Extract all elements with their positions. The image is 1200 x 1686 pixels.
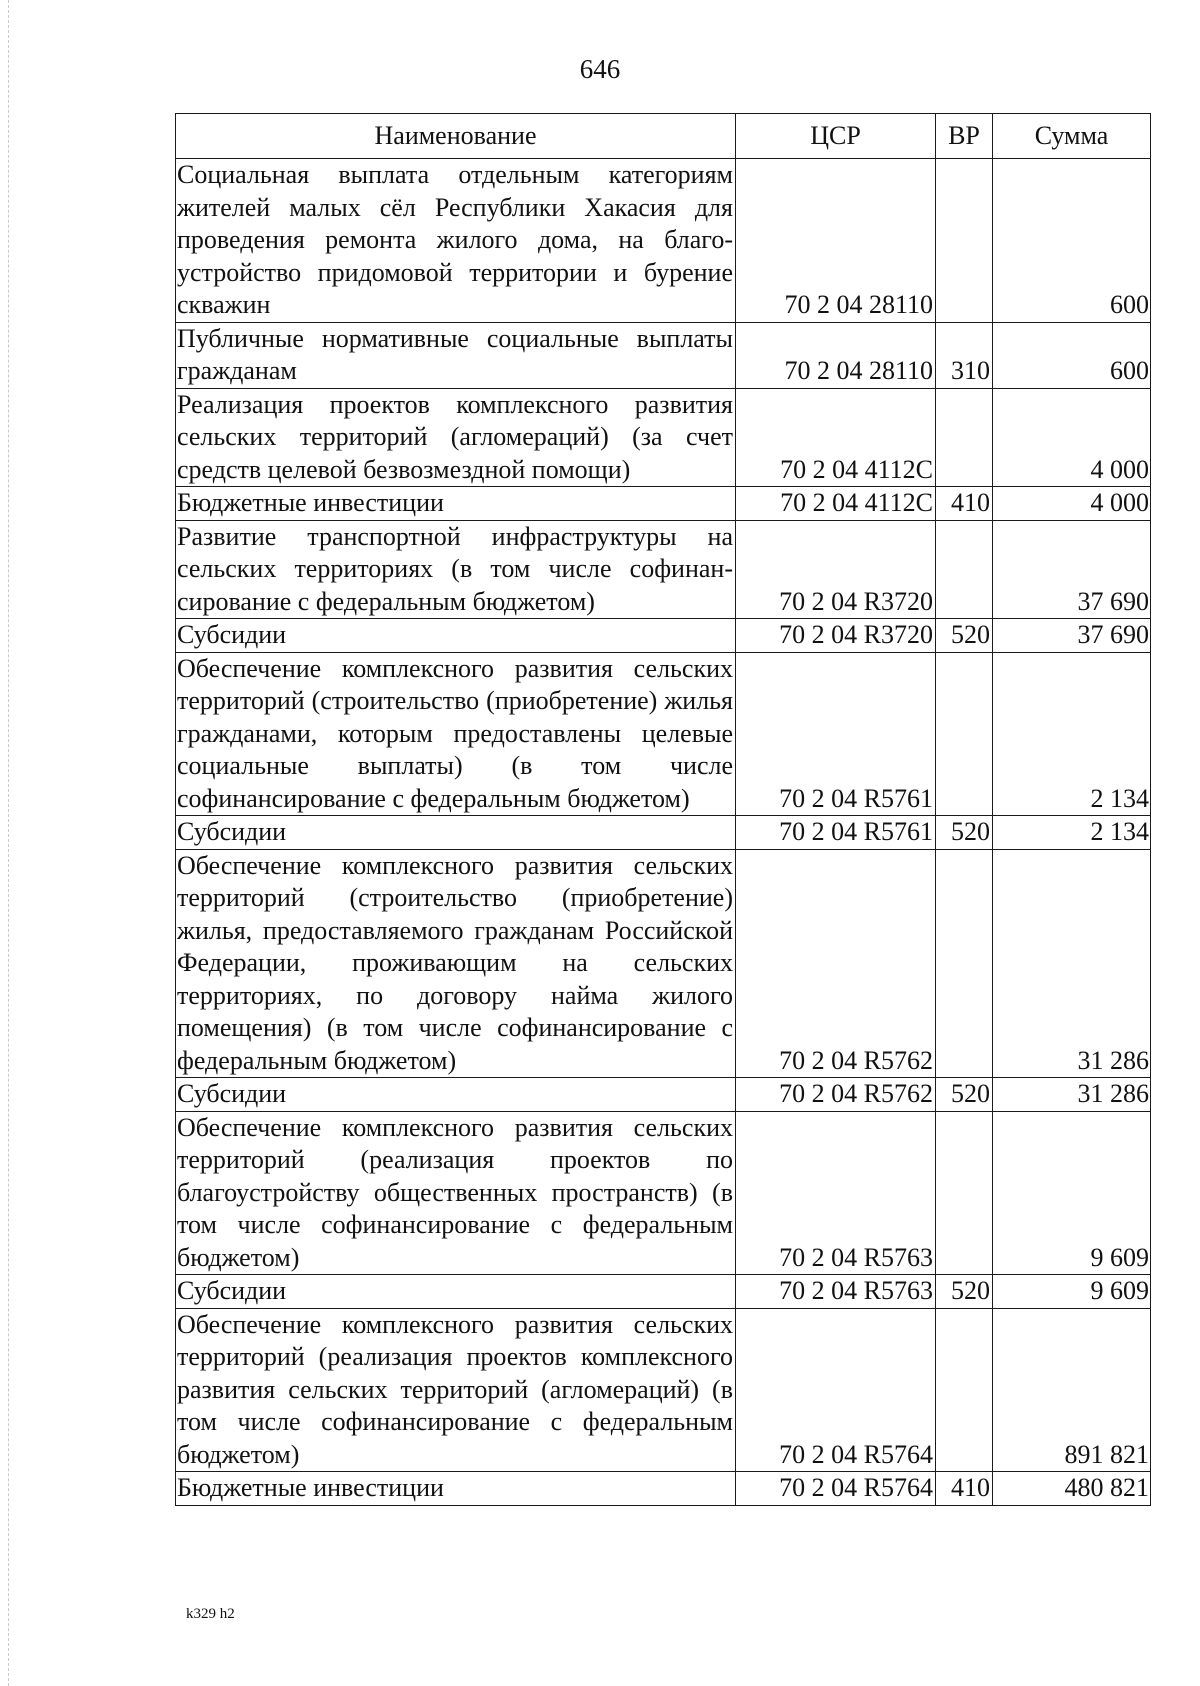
row-name-cell: Субсидии [176, 1275, 736, 1309]
row-vr-cell [936, 520, 993, 619]
row-sum-cell: 9 609 [993, 1111, 1151, 1275]
table-row [176, 322, 1151, 388]
row-vr-cell: 410 [936, 487, 993, 521]
table-row [176, 619, 1151, 653]
table-body [176, 159, 1151, 1506]
row-sum-cell: 600 [993, 322, 1151, 388]
row-csr-cell: 70 2 04 R5761 [736, 652, 936, 816]
row-vr-cell [936, 159, 993, 323]
row-csr-cell: 70 2 04 R5763 [736, 1275, 936, 1309]
row-vr-cell [936, 1111, 993, 1275]
header-name: Наименование [176, 114, 736, 159]
row-name-cell: Обеспечение комплексного развития сельских территорий (строительство (приобретение) жилья, предоставляемого гражданам Российской Федерации, проживающим на сельских территориях, по договору найма жилого помещения) (в том числе софинансирование с федеральным бюджетом) [176, 849, 736, 1078]
row-csr-cell: 70 2 04 28110 [736, 322, 936, 388]
row-csr-cell: 70 2 04 R3720 [736, 520, 936, 619]
row-sum-cell: 31 286 [993, 1078, 1151, 1112]
row-sum-cell: 2 134 [993, 816, 1151, 850]
header-sum: Сумма [993, 114, 1151, 159]
table-row [176, 849, 1151, 1078]
row-sum-cell: 4 000 [993, 388, 1151, 487]
table-row [176, 388, 1151, 487]
table-row [176, 816, 1151, 850]
row-vr-cell [936, 849, 993, 1078]
row-csr-cell: 70 2 04 R5762 [736, 1078, 936, 1112]
row-vr-cell [936, 652, 993, 816]
row-sum-cell: 2 134 [993, 652, 1151, 816]
row-sum-cell: 4 000 [993, 487, 1151, 521]
row-sum-cell: 9 609 [993, 1275, 1151, 1309]
table-header [176, 114, 1151, 159]
table-row [176, 520, 1151, 619]
row-vr-cell [936, 1308, 993, 1472]
table-row [176, 1308, 1151, 1472]
row-vr-cell: 520 [936, 619, 993, 653]
row-csr-cell: 70 2 04 R3720 [736, 619, 936, 653]
header-row [176, 114, 1151, 159]
footer-code: k329 h2 [186, 1606, 235, 1622]
row-name-cell: Бюджетные инвестиции [176, 1472, 736, 1506]
budget-table [175, 113, 1151, 1506]
row-vr-cell: 520 [936, 1275, 993, 1309]
table-row [176, 1111, 1151, 1275]
row-vr-cell: 520 [936, 1078, 993, 1112]
scan-edge-line [8, 0, 9, 1686]
row-name-cell: Субсидии [176, 1078, 736, 1112]
row-sum-cell: 37 690 [993, 520, 1151, 619]
table-row [176, 652, 1151, 816]
header-vr: ВР [936, 114, 993, 159]
row-name-cell: Субсидии [176, 816, 736, 850]
row-name-cell: Субсидии [176, 619, 736, 653]
table-row [176, 1078, 1151, 1112]
row-name-cell: Реализация проектов комплексного развития сельских территорий (агломераций) (за счет средств целевой безвозмездной помощи) [176, 388, 736, 487]
row-vr-cell [936, 388, 993, 487]
row-csr-cell: 70 2 04 R5764 [736, 1472, 936, 1506]
table-row [176, 1275, 1151, 1309]
row-csr-cell: 70 2 04 R5764 [736, 1308, 936, 1472]
row-csr-cell: 70 2 04 4112С [736, 388, 936, 487]
row-name-cell: Социальная выплата отдельным категориям жителей малых сёл Республики Хакасия для проведения ремонта жилого дома, на благоустройство придомовой территории и бурение скважин [176, 159, 736, 323]
row-csr-cell: 70 2 04 4112С [736, 487, 936, 521]
row-csr-cell: 70 2 04 R5761 [736, 816, 936, 850]
table-row [176, 487, 1151, 521]
row-name-cell: Публичные нормативные социальные выплаты гражданам [176, 322, 736, 388]
row-sum-cell: 891 821 [993, 1308, 1151, 1472]
row-csr-cell: 70 2 04 R5762 [736, 849, 936, 1078]
row-name-cell: Обеспечение комплексного развития сельских территорий (реализация проектов комплексного развития сельских территорий (агломераций) (в том числе софинансирование с федеральным бюджетом) [176, 1308, 736, 1472]
row-sum-cell: 31 286 [993, 849, 1151, 1078]
row-csr-cell: 70 2 04 28110 [736, 159, 936, 323]
header-csr: ЦСР [736, 114, 936, 159]
row-name-cell: Обеспечение комплексного развития сельских территорий (строительство (приобретение) жилья гражданами, которым предоставлены целевые социальные выплаты) (в том числе софинансирование с федеральным бюджетом) [176, 652, 736, 816]
table-row [176, 159, 1151, 323]
row-name-cell: Развитие транспортной инфраструктуры на сельских территориях (в том числе софинансирование с федеральным бюджетом) [176, 520, 736, 619]
row-sum-cell: 37 690 [993, 619, 1151, 653]
row-name-cell: Бюджетные инвестиции [176, 487, 736, 521]
row-vr-cell: 310 [936, 322, 993, 388]
row-sum-cell: 600 [993, 159, 1151, 323]
row-sum-cell: 480 821 [993, 1472, 1151, 1506]
row-vr-cell: 410 [936, 1472, 993, 1506]
page-number: 646 [579, 54, 621, 84]
row-csr-cell: 70 2 04 R5763 [736, 1111, 936, 1275]
row-vr-cell: 520 [936, 816, 993, 850]
table-row [176, 1472, 1151, 1506]
row-name-cell: Обеспечение комплексного развития сельских территорий (реализация проектов по благоустройству общественных пространств) (в том числе софинансирование с федеральным бюджетом) [176, 1111, 736, 1275]
